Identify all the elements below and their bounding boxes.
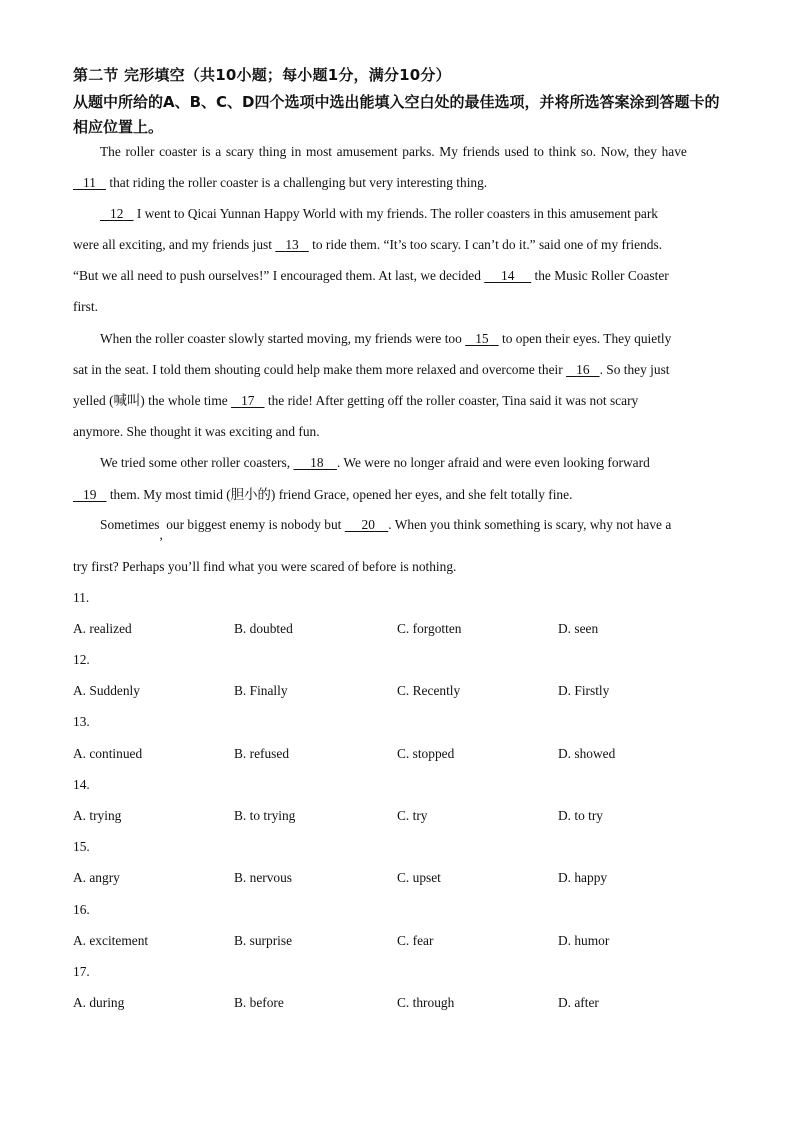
- option-a: A. trying: [73, 808, 122, 823]
- option-a: A. excitement: [73, 933, 149, 948]
- blank-13: 13: [285, 237, 299, 252]
- option-d: D. showed: [558, 746, 616, 761]
- passage-text: Sometimes: [100, 517, 160, 532]
- passage-text: yelled (喊叫) the whole time: [73, 393, 232, 408]
- passage-text: to ride them. “It’s too scary. I can’t do it.” said one of my friends.: [308, 237, 663, 252]
- option-c: C. through: [397, 995, 455, 1010]
- passage-text: our biggest enemy is nobody but: [162, 517, 345, 532]
- option-d: D. Firstly: [558, 683, 610, 698]
- question-number: 17.: [73, 964, 90, 979]
- passage-text: “But we all need to push ourselves!” I encouraged them. At last, we decided: [73, 268, 485, 283]
- option-b: B. refused: [234, 746, 290, 761]
- option-a: A. angry: [73, 870, 120, 885]
- passage-text: anymore. She thought it was exciting and fun.: [73, 424, 320, 439]
- passage-line: [73, 236, 662, 254]
- passage-text: first.: [73, 299, 98, 314]
- option-c: C. upset: [397, 870, 441, 885]
- passage-text: that riding the roller coaster is a challenging but very interesting thing.: [106, 175, 488, 190]
- passage-text: were all exciting, and my friends just: [73, 237, 276, 252]
- blank-12: 12: [110, 206, 124, 221]
- passage-line: [73, 361, 670, 379]
- option-d: D. after: [558, 995, 599, 1010]
- blank-16: 16: [576, 362, 590, 377]
- option-d: D. seen: [558, 621, 599, 636]
- option-b: B. to trying: [234, 808, 296, 823]
- passage-line: [100, 454, 650, 472]
- question-number: 16.: [73, 902, 90, 917]
- blank-19: 19: [83, 487, 97, 502]
- passage-text: to open their eyes. They quietly: [498, 331, 672, 346]
- option-b: B. nervous: [234, 870, 293, 885]
- passage-text: . When you think something is scary, why not have a: [388, 517, 672, 532]
- blank-11: 11: [83, 175, 96, 190]
- option-b: B. before: [234, 995, 284, 1010]
- passage-line: [73, 392, 638, 410]
- passage-text: We tried some other roller coasters,: [100, 455, 294, 470]
- question-number: 14.: [73, 777, 90, 792]
- passage-text: try first? Perhaps you’ll find what you were scared of before is nothing.: [73, 559, 457, 574]
- passage-line: [73, 486, 572, 504]
- passage-line: [100, 205, 658, 223]
- passage-text: . So they just: [599, 362, 670, 377]
- passage-text: ,: [159, 527, 163, 542]
- question-number: 15.: [73, 839, 90, 854]
- option-d: D. to try: [558, 808, 604, 823]
- passage-text: the ride! After getting off the roller coaster, Tina said it was not scary: [264, 393, 639, 408]
- option-a: A. Suddenly: [73, 683, 140, 698]
- option-c: C. try: [397, 808, 428, 823]
- blank-15: 15: [475, 331, 489, 346]
- option-d: D. humor: [558, 933, 610, 948]
- passage-line: [73, 174, 487, 192]
- option-c: C. fear: [397, 933, 434, 948]
- blank-18: 18: [310, 455, 324, 470]
- blank-14: 14: [501, 268, 515, 283]
- question-number: 11.: [73, 590, 90, 605]
- option-c: C. stopped: [397, 746, 455, 761]
- passage-line: [100, 143, 687, 161]
- passage-text: sat in the seat. I told them shouting could help make them more relaxed and overcome their: [73, 362, 567, 377]
- option-b: B. surprise: [234, 933, 293, 948]
- option-a: A. continued: [73, 746, 143, 761]
- passage-line: [73, 298, 98, 316]
- passage-line: [73, 423, 320, 441]
- blank-20: 20: [361, 517, 375, 532]
- passage-line: [73, 267, 669, 285]
- option-b: B. Finally: [234, 683, 288, 698]
- option-a: A. during: [73, 995, 125, 1010]
- passage-text: I went to Qicai Yunnan Happy World with my friends. The roller coasters in this amusement park: [133, 206, 658, 221]
- option-c: C. Recently: [397, 683, 461, 698]
- section-title: 第二节 完形填空（共10小题；每小题1分，满分10分）: [73, 66, 451, 84]
- option-d: D. happy: [558, 870, 608, 885]
- question-number: 13.: [73, 714, 90, 729]
- option-b: B. doubted: [234, 621, 293, 636]
- blank-17: 17: [241, 393, 255, 408]
- passage-text: the Music Roller Coaster: [531, 268, 669, 283]
- section-instruction: 从题中所给的A、B、C、D四个选项中选出能填入空白处的最佳选项，并将所选答案涂到答题卡的相应位置上。: [73, 93, 720, 136]
- passage-line: [73, 558, 456, 576]
- passage-text: When the roller coaster slowly started moving, my friends were too: [100, 331, 466, 346]
- option-a: A. realized: [73, 621, 132, 636]
- passage-line: [100, 516, 672, 542]
- passage-text: The roller coaster is a scary thing in most amusement parks. My friends used to think so. Now, they have: [100, 144, 687, 159]
- question-number: 12.: [73, 652, 90, 667]
- option-c: C. forgotten: [397, 621, 462, 636]
- passage-line: [100, 330, 671, 348]
- passage-text: . We were no longer afraid and were even looking forward: [336, 455, 650, 470]
- passage-text: them. My most timid (胆小的) friend Grace, opened her eyes, and she felt totally fine.: [106, 487, 573, 502]
